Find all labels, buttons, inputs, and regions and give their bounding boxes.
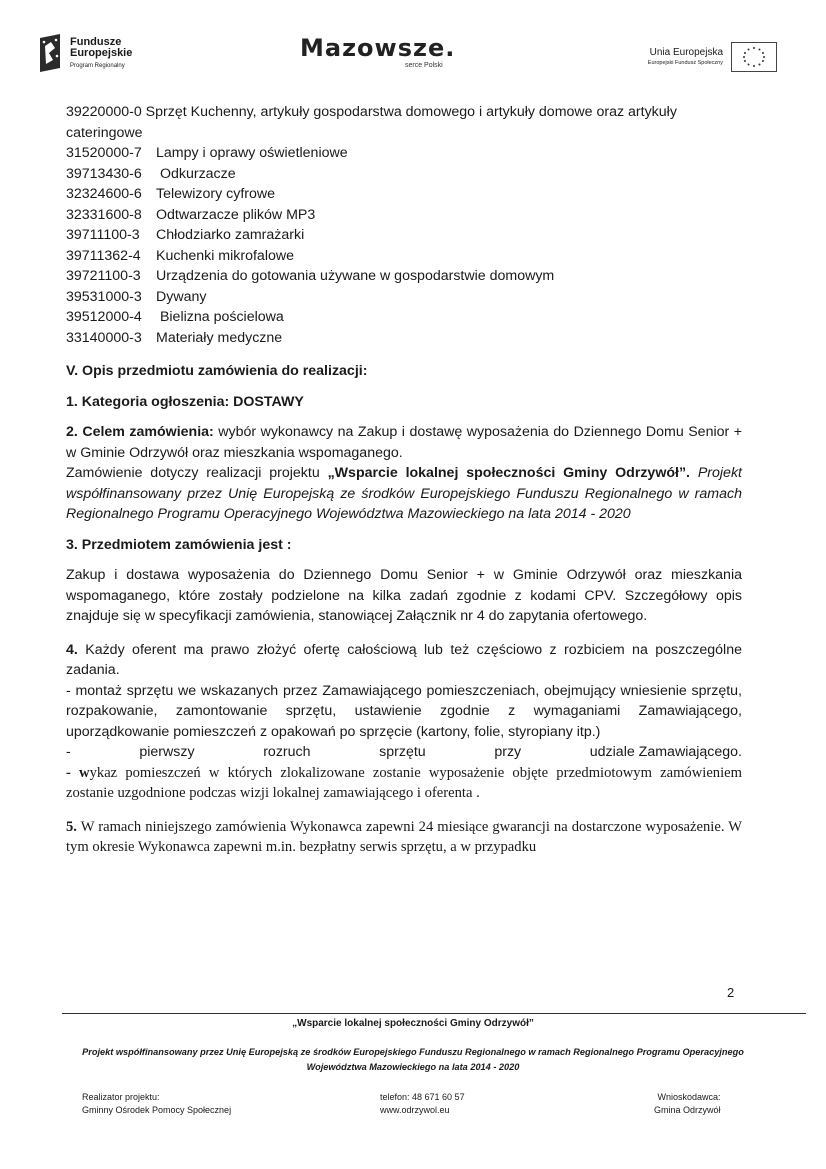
cpv-row [66, 246, 742, 267]
cpv-code: 39711100-3 [66, 227, 140, 243]
cpv-row [66, 143, 742, 164]
section-4-number: 4. [66, 641, 78, 658]
cpv-code: 39721100-3 [66, 268, 141, 284]
cpv-code: 33140000-3 [66, 329, 142, 346]
footer-phone: telefon: 48 671 60 57 [380, 1092, 465, 1102]
cpv-name: Telewizory cyfrowe [156, 186, 276, 202]
section-2-project [66, 463, 742, 525]
bullet-2-word: udziale Zamawiającego. [589, 744, 742, 760]
ue-text [648, 47, 723, 69]
cpv-row [66, 205, 742, 226]
project-funding: Projekt współfinansowany przez Unię Europejską ze środków Europejskiego Funduszu Regionalnego w ramach Regionalnego Programu Operacyjnego Województwa Mazowieckiego na lata 2014 - 2020 [66, 465, 742, 522]
footer-left-label: Realizator projektu: [82, 1092, 160, 1102]
cpv-name: Bielizna pościelowa [156, 309, 284, 325]
cpv-code: 39711362-4 [66, 247, 141, 264]
footer-right-value: Gmina Odrzywół [654, 1105, 721, 1115]
eu-flag-icon [731, 42, 777, 72]
fe-line-2: Europejskie [70, 47, 133, 59]
project-intro: Zamówienie dotyczy realizacji projektu [66, 465, 328, 481]
section-3-heading: 3. Przedmiotem zamówienia jest : [66, 536, 292, 553]
cpv-code: 32331600-8 [66, 206, 142, 223]
footer-website: www.odrzywol.eu [380, 1105, 450, 1115]
cpv-row [66, 287, 742, 308]
cpv-name: Lampy i oprawy oświetleniowe [156, 145, 348, 161]
section-1-heading: 1. Kategoria ogłoszenia: DOSTAWY [66, 393, 304, 410]
cpv-row [66, 164, 742, 185]
document-body [66, 102, 742, 858]
section-5-text: W ramach niniejszego zamówienia Wykonawca zapewni 24 miesiące gwarancji na dostarczone wyposażenie. W tym okresie Wykonawca zapewni m.in. bezpłatny serwis sprzętu, a w przypadku [66, 818, 742, 855]
ue-line-1: Unia Europejska [649, 47, 723, 58]
footer-left-value: Gminny Ośrodek Pomocy Społecznej [82, 1105, 232, 1115]
cpv-row [66, 225, 742, 246]
mazowsze-subtitle: serce Polski [405, 62, 443, 69]
bullet-2-word: - [66, 744, 71, 760]
section-4-bullet-2 [66, 742, 742, 763]
section-5-number: 5. [66, 818, 77, 835]
footer-divider [62, 1013, 806, 1014]
cpv-code: 39512000-4 [66, 309, 142, 325]
fe-line-3: Program Regionalny [70, 63, 125, 69]
section-3-text: Zakup i dostawa wyposażenia do Dziennego Domu Senior + w Gminie Odrzywół oraz mieszkania wspomaganego, które zostały podzielone na kilka zadań zgodnie z kodami CPV. Szczegółowy opis znajduje się w specyfikacji zamówienia, stanowiącej Załącznik nr 4 do zapytania ofertowego. [66, 567, 742, 624]
section-5-paragraph [66, 817, 742, 858]
bullet-3-text: ykaz pomieszczeń w których zlokalizowane zostanie wyposażenie objęte przedmiotowym zamówieniem zostanie uzgodnione podczas wizji lokalnej zamawiającego i oferenta . [66, 764, 742, 801]
cpv-name: Materiały medyczne [156, 329, 283, 346]
fe-line-1: Fundusze [70, 36, 122, 48]
bullet-2-word: pierwszy [139, 744, 195, 760]
cpv-row [66, 307, 742, 328]
bullet-2-word: przy [494, 744, 522, 760]
cpv-code: 32324600-6 [66, 186, 142, 202]
cpv-name: Odtwarzacze plików MP3 [156, 206, 316, 223]
project-name: „Wsparcie lokalnej społeczności Gminy Odrzywół”. [327, 465, 690, 481]
fundusze-europejskie-logo-icon [36, 34, 64, 74]
bullet-2-word: rozruch [263, 744, 311, 760]
cpv-row [66, 266, 742, 287]
footer-left [82, 1091, 231, 1117]
mazowsze-logo: Mazowsze. [300, 34, 456, 62]
cpv-code: 39713430-6 [66, 165, 142, 182]
cpv-row [66, 328, 742, 349]
section-4-text: Każdy oferent ma prawo złożyć ofertę całościową lub też częściowo z rozbiciem na poszczególne zadania. [66, 641, 742, 678]
cpv-row [66, 184, 742, 205]
cpv-name: Urządzenia do gotowania używane w gospodarstwie domowym [156, 268, 555, 284]
bullet-2-word: sprzętu [379, 744, 426, 760]
cpv-name: Chłodziarko zamrażarki [156, 227, 305, 243]
cpv-name: Kuchenki mikrofalowe [156, 247, 294, 264]
section-4-bullet-1: - montaż sprzętu we wskazanych przez Zamawiającego pomieszczeniach, obejmujący wniesienie sprzętu, rozpakowanie, zamontowanie sprzętu, ustawienie zgodnie z wymaganiami Zamawiającego, uporządkowanie pomieszczeń z opakowań po sprzęcie (kartony, folie, styropiany itp.) [66, 682, 742, 740]
section-4-paragraph [66, 640, 742, 681]
cpv-code: 31520000-7 [66, 145, 142, 161]
footer-project-note: Projekt współfinansowany przez Unię Europejską ze środków Europejskiego Funduszu Regionalnego w ramach Regionalnego Programu Operacyjnego Województwa Mazowieckiego na lata 2014 - 2020 [82, 1047, 744, 1072]
section-2-label: 2. Celem zamówienia: [66, 424, 214, 440]
section-2-paragraph [66, 422, 742, 463]
bullet-3-lead: - w [66, 764, 90, 781]
footer-middle [380, 1091, 465, 1117]
cpv-code: 39531000-3 [66, 288, 142, 305]
cpv-list [66, 143, 742, 348]
cpv-name: Odkurzacze [156, 165, 236, 182]
section-4-bullet-3 [66, 763, 742, 804]
fundusze-europejskie-text [70, 37, 132, 72]
ue-line-2: Europejski Fundusz Społeczny [647, 60, 723, 66]
footer-right [654, 1091, 721, 1117]
section-2-text: wybór wykonawcy na Zakup i dostawę wyposażenia do Dziennego Domu Senior + w Gminie Odrzywół oraz mieszkania wspomaganego. [66, 424, 743, 461]
cpv-name: Dywany [156, 288, 207, 305]
page-header [0, 0, 826, 90]
cpv-intro: 39220000-0 Sprzęt Kuchenny, artykuły gospodarstwa domowego i artykuły domowe oraz artykuły cateringowe [66, 104, 677, 141]
footer-title: „Wsparcie lokalnej społeczności Gminy Odrzywół” [292, 1018, 534, 1029]
footer-right-label: Wnioskodawca: [657, 1092, 721, 1102]
page-number: 2 [727, 985, 735, 1000]
section-v-heading: V. Opis przedmiotu zamówienia do realizacji: [66, 363, 368, 379]
